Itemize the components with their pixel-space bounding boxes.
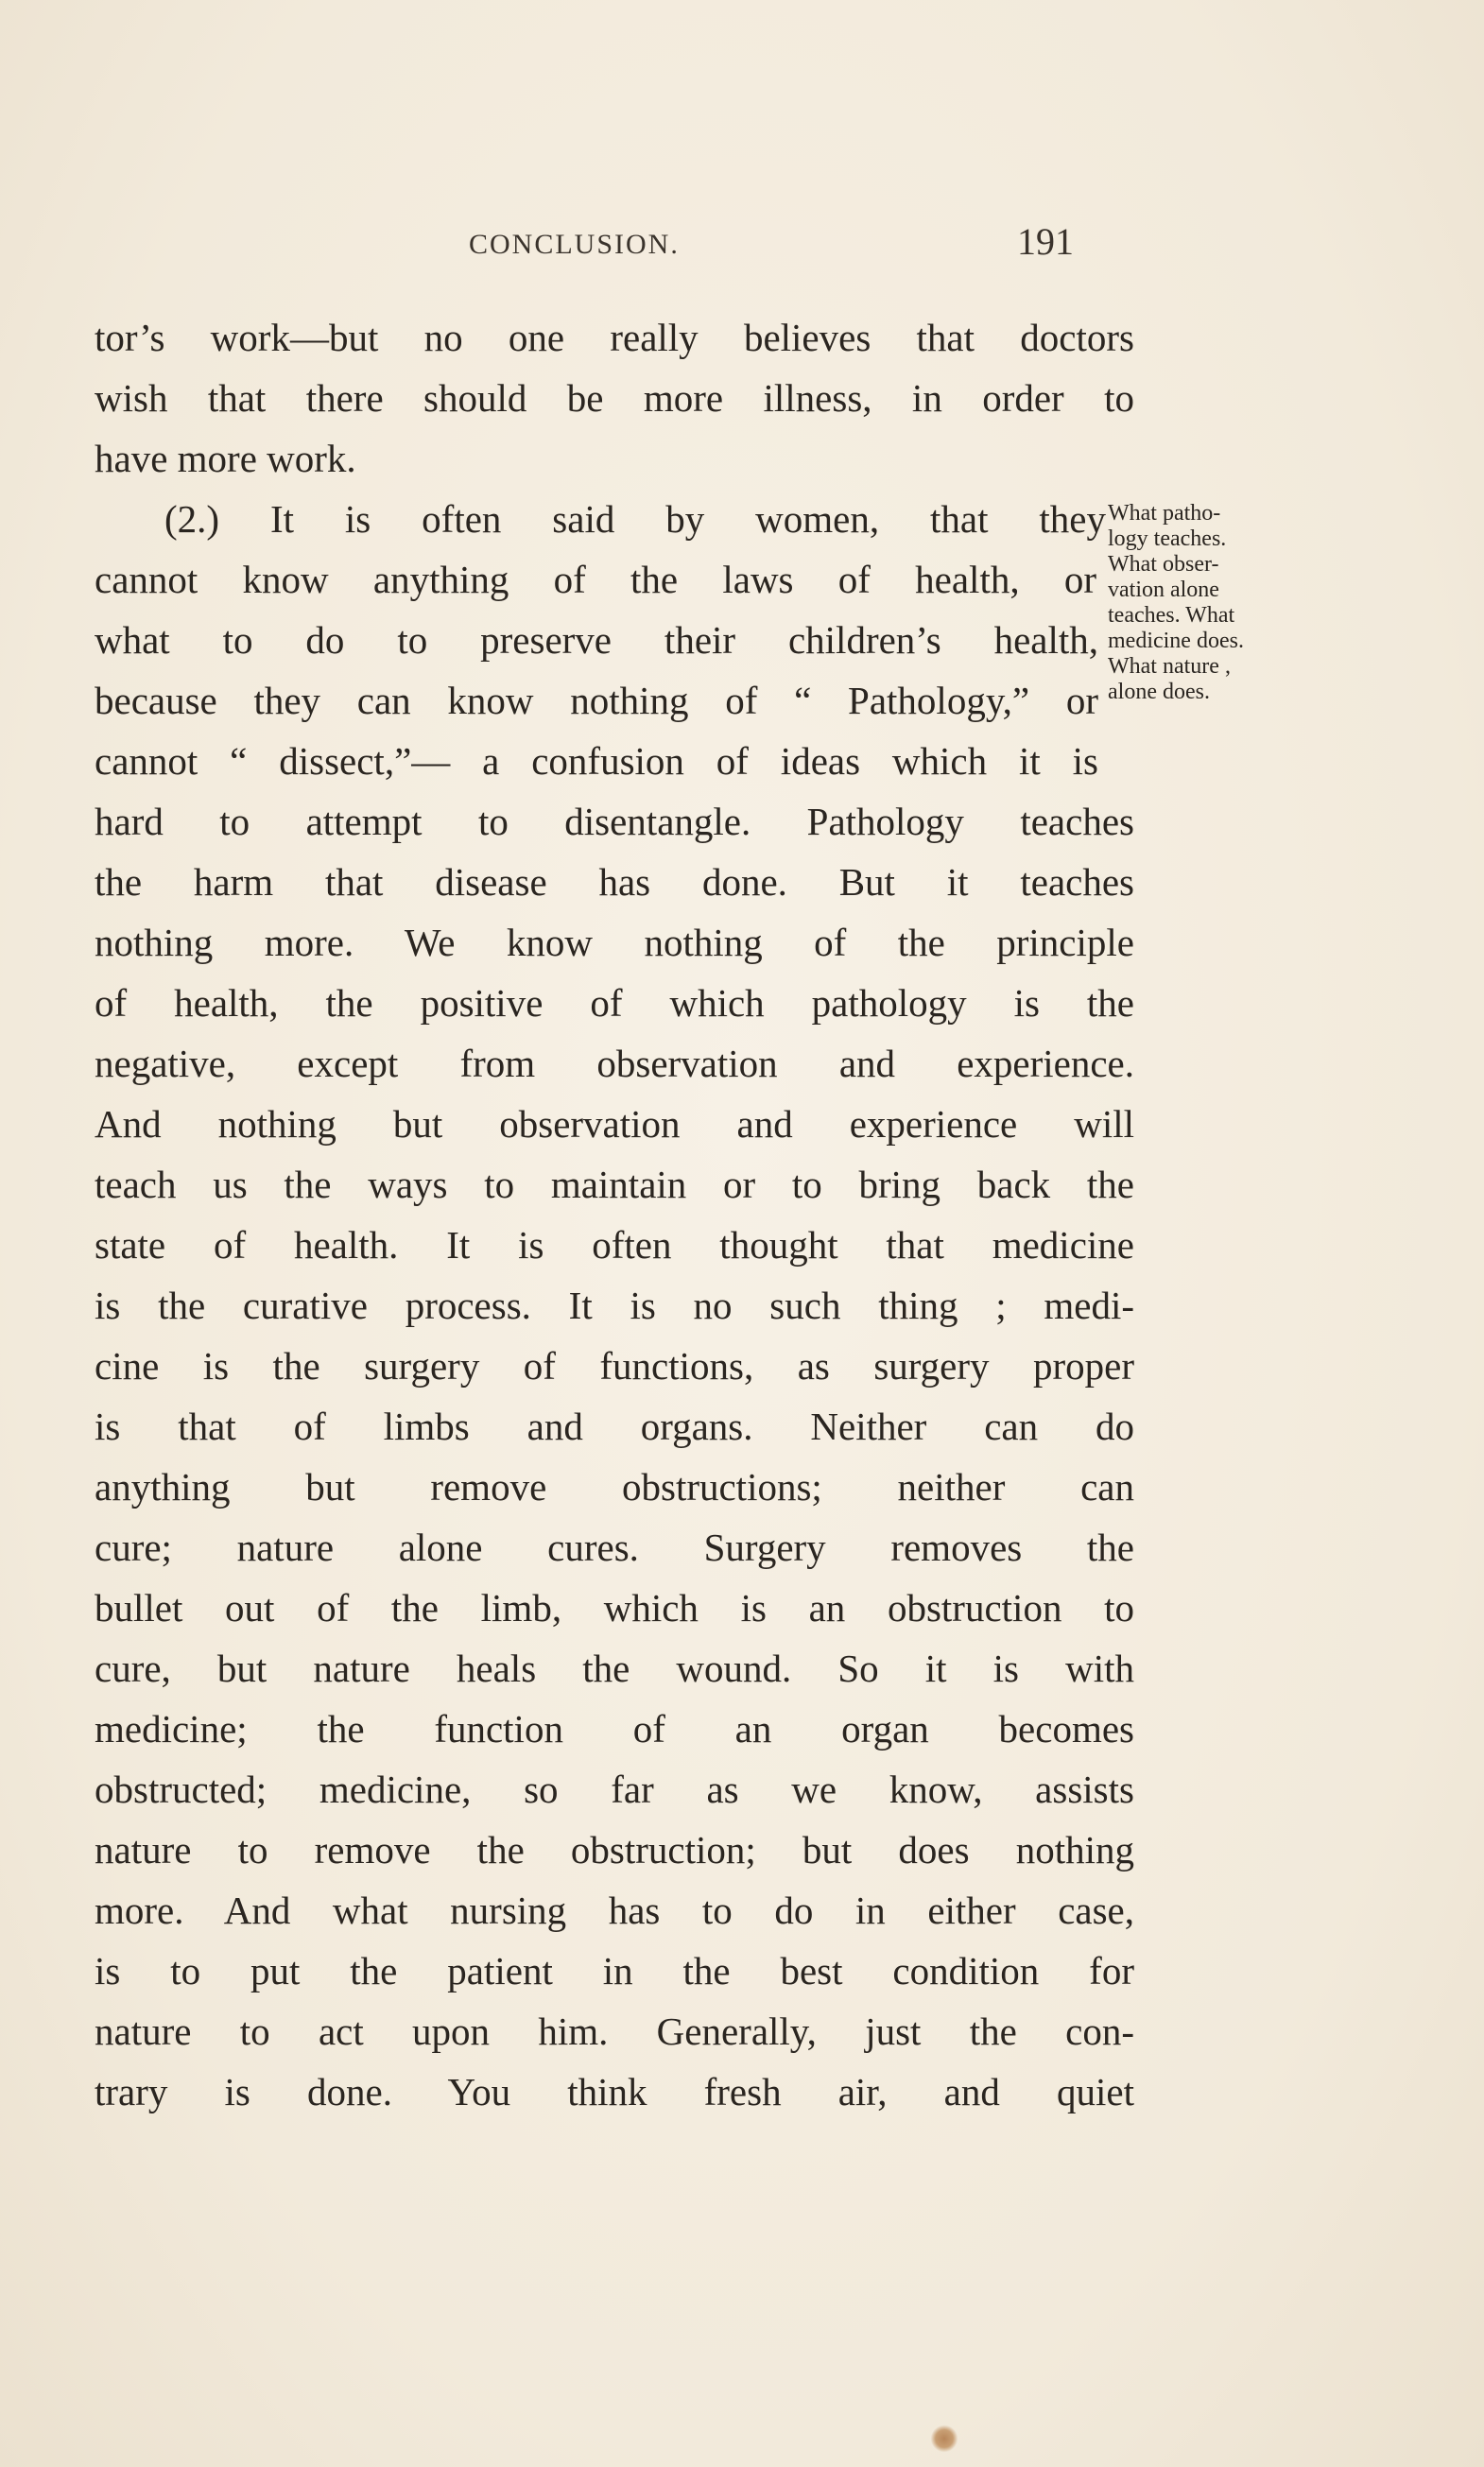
text-line: is to put the patient in the best condition for <box>95 1949 1134 1993</box>
text-line: cannot know anything of the laws of health, or <box>95 558 1096 601</box>
text-line: tor’s work—but no one really believes that doctors <box>95 316 1134 359</box>
text-line: state of health. It is often thought that medicine <box>95 1223 1134 1267</box>
margin-note-line: What obser- <box>1108 552 1219 577</box>
text-line: cine is the surgery of functions, as surgery proper <box>95 1344 1134 1388</box>
margin-note-line: logy teaches. <box>1108 526 1227 551</box>
text-line: obstructed; medicine, so far as we know, assists <box>95 1768 1134 1811</box>
margin-note-line: vation alone <box>1108 578 1219 602</box>
text-line: medicine; the function of an organ becomes <box>95 1707 1134 1751</box>
text-line: (2.) It is often said by women, that they <box>164 497 1106 541</box>
text-line: is the curative process. It is no such thing ; medi- <box>95 1284 1134 1327</box>
text-line: nature to act upon him. Generally, just the con- <box>95 2010 1134 2053</box>
margin-note-line: teaches. What <box>1108 603 1235 628</box>
text-line: have more work. <box>95 437 356 480</box>
text-line: nothing more. We know nothing of the principle <box>95 921 1134 964</box>
text-line: nature to remove the obstruction; but does nothing <box>95 1828 1134 1872</box>
text-line: wish that there should be more illness, in order to <box>95 376 1134 420</box>
text-line: teach us the ways to maintain or to bring back the <box>95 1163 1134 1206</box>
text-line: more. And what nursing has to do in either case, <box>95 1889 1134 1932</box>
text-line: of health, the positive of which pathology is the <box>95 981 1134 1025</box>
text-line: what to do to preserve their children’s health, <box>95 618 1098 662</box>
running-head: CONCLUSION. <box>469 229 680 260</box>
text-line: is that of limbs and organs. Neither can do <box>95 1405 1134 1448</box>
margin-note <box>1108 501 1316 705</box>
paper-stain <box>925 2420 962 2458</box>
text-line: hard to attempt to disentangle. Pathology teaches <box>95 800 1134 843</box>
text-line: because they can know nothing of “ Pathology,” or <box>95 679 1098 722</box>
page-number: 191 <box>1017 220 1074 263</box>
margin-note-line: alone does. <box>1108 680 1210 704</box>
page-header <box>0 219 1484 276</box>
text-line: And nothing but observation and experience will <box>95 1102 1134 1146</box>
text-line: cannot “ dissect,”— a confusion of ideas which it is <box>95 739 1098 783</box>
text-line: trary is done. You think fresh air, and quiet <box>95 2070 1134 2113</box>
text-line: anything but remove obstructions; neither can <box>95 1465 1134 1509</box>
margin-note-line: What nature , <box>1108 654 1231 679</box>
text-line: negative, except from observation and experience. <box>95 1042 1134 1085</box>
text-line: cure, but nature heals the wound. So it is with <box>95 1647 1134 1690</box>
text-line: bullet out of the limb, which is an obstruction to <box>95 1586 1134 1630</box>
text-line: the harm that disease has done. But it teaches <box>95 860 1134 904</box>
text-line: cure; nature alone cures. Surgery removes the <box>95 1526 1134 1569</box>
margin-note-line: What patho- <box>1108 501 1221 526</box>
body-text <box>95 307 1134 2122</box>
margin-note-line: medicine does. <box>1108 629 1244 653</box>
